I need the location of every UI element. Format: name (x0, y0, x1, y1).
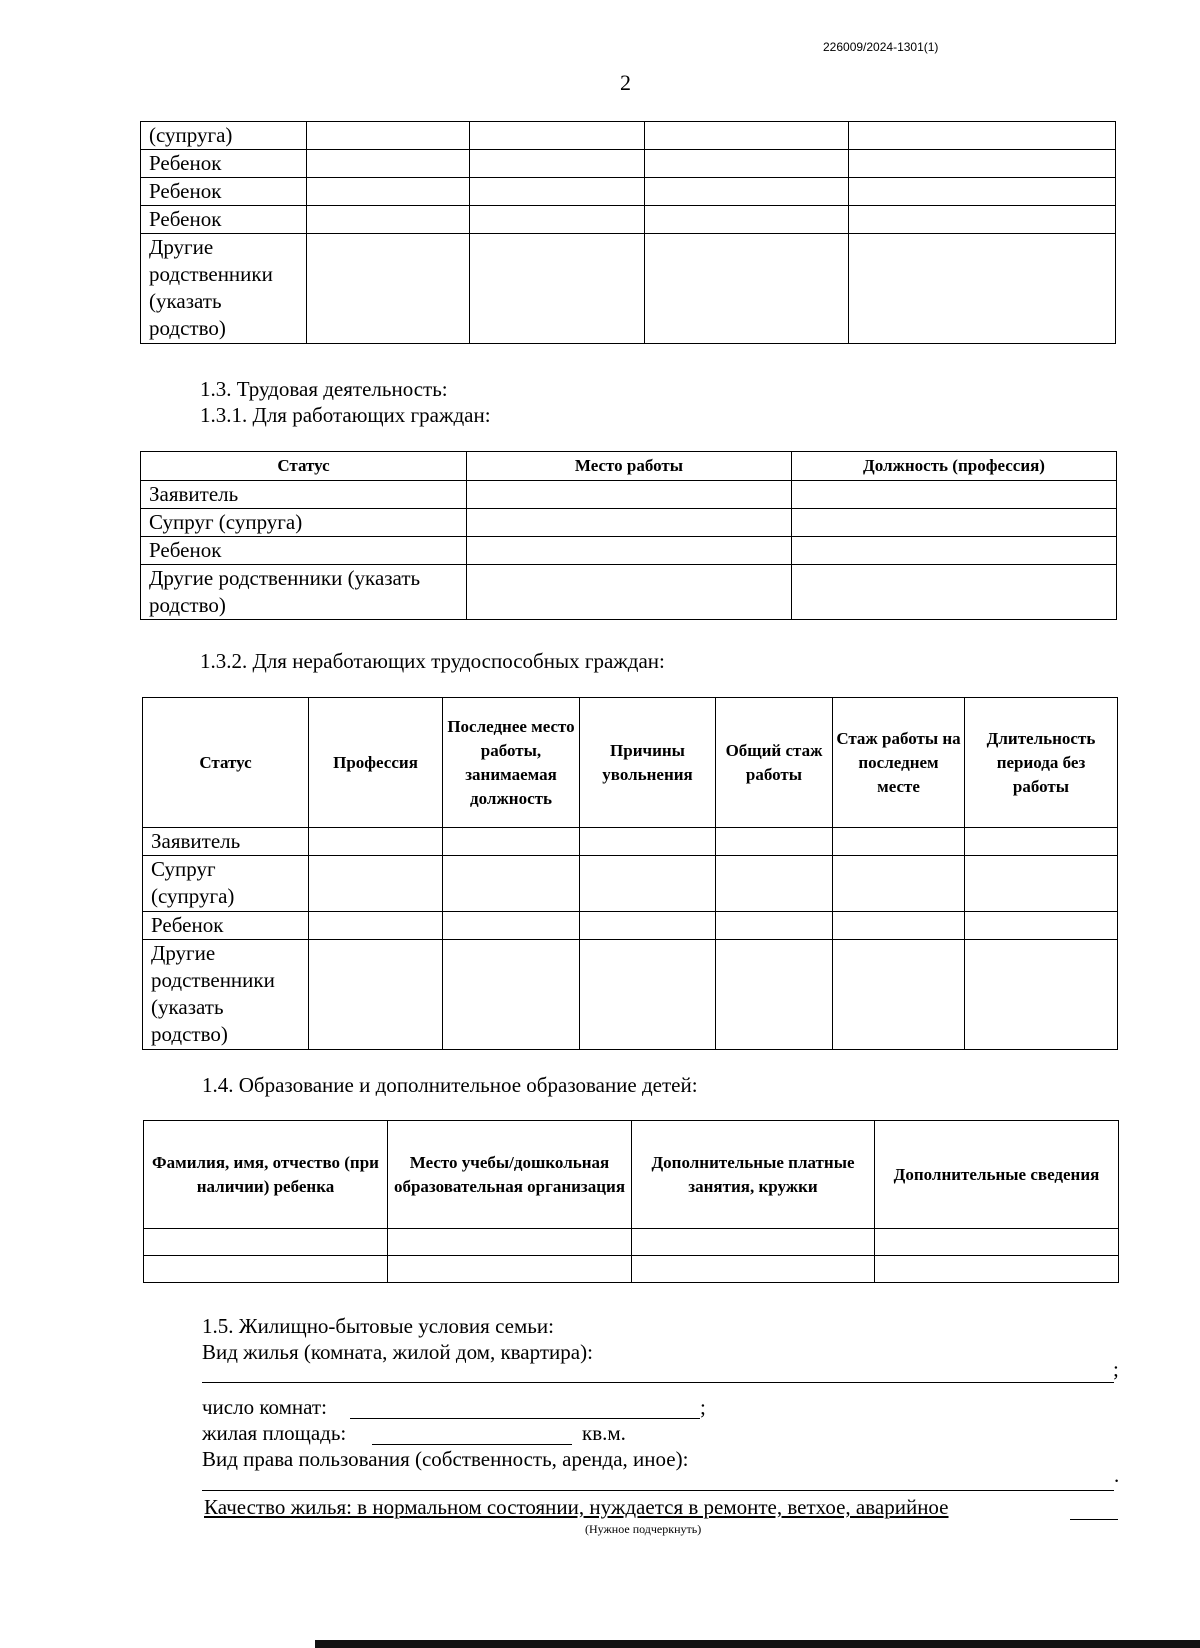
table-row (143, 856, 1118, 912)
column-header-additional-info: Дополнительные сведения (875, 1121, 1119, 1229)
section-1-3-1-heading: 1.3.1. Для работающих граждан: (200, 403, 491, 427)
table-row (141, 481, 1117, 509)
working-citizens-table (140, 451, 1117, 620)
row-label: Другие родственники (указать родство) (141, 565, 467, 620)
cell[interactable] (580, 856, 716, 912)
cell[interactable] (645, 206, 849, 234)
section-1-5-heading: 1.5. Жилищно-бытовые условия семьи: (202, 1314, 554, 1338)
area-field[interactable] (372, 1420, 572, 1445)
cell[interactable] (645, 178, 849, 206)
table-row (143, 940, 1118, 1050)
column-header-paid-activities: Дополнительные платные занятия, кружки (632, 1121, 875, 1229)
housing-quality-note: (Нужное подчеркнуть) (585, 1522, 702, 1536)
cell[interactable] (470, 122, 645, 150)
cell[interactable] (716, 940, 833, 1050)
cell[interactable] (875, 1256, 1119, 1283)
cell[interactable] (467, 565, 792, 620)
row-label: Ребенок (141, 206, 307, 234)
row-label: Ребенок (141, 178, 307, 206)
table-row (141, 150, 1116, 178)
page-number: 2 (620, 70, 631, 95)
cell[interactable] (875, 1229, 1119, 1256)
cell[interactable] (792, 537, 1117, 565)
cell[interactable] (965, 940, 1118, 1050)
housing-quality-tail-line (1070, 1494, 1118, 1520)
column-header-workplace: Место работы (467, 452, 792, 481)
cell[interactable] (833, 856, 965, 912)
cell[interactable] (470, 178, 645, 206)
section-1-4-heading: 1.4. Образование и дополнительное образование детей: (202, 1073, 698, 1097)
cell[interactable] (849, 178, 1116, 206)
usage-right-period: . (1114, 1463, 1120, 1487)
column-header-last-place-experience: Стаж работы на последнем месте (833, 698, 965, 828)
cell[interactable] (388, 1229, 632, 1256)
column-header-dismissal-reasons: Причины увольнения (580, 698, 716, 828)
cell[interactable] (716, 828, 833, 856)
column-header-unemployment-duration: Длительность периода без работы (965, 698, 1118, 828)
row-label: Заявитель (141, 481, 467, 509)
table-row (141, 537, 1117, 565)
cell[interactable] (849, 122, 1116, 150)
document-number: 226009/2024-1301(1) (823, 40, 939, 54)
column-header-study-place: Место учебы/дошкольная образовательная организация (388, 1121, 632, 1229)
cell[interactable] (833, 912, 965, 940)
table-row (141, 178, 1116, 206)
row-label: (супруга) (141, 122, 307, 150)
column-header-last-workplace: Последнее место работы, занимаемая должность (443, 698, 580, 828)
table-header-row (144, 1121, 1119, 1229)
row-label: Супруг (супруга) (143, 856, 309, 912)
cell[interactable] (309, 856, 443, 912)
family-table-continued (140, 121, 1116, 344)
cell[interactable] (443, 912, 580, 940)
row-label: Супруг (супруга) (141, 509, 467, 537)
cell[interactable] (309, 940, 443, 1050)
column-header-profession: Профессия (309, 698, 443, 828)
usage-right-field[interactable] (202, 1464, 1114, 1491)
cell[interactable] (965, 856, 1118, 912)
cell[interactable] (632, 1229, 875, 1256)
rooms-semicolon: ; (700, 1395, 706, 1419)
cell[interactable] (467, 481, 792, 509)
cell[interactable] (443, 856, 580, 912)
cell[interactable] (307, 206, 470, 234)
column-header-child-name: Фамилия, имя, отчество (при наличии) ребенка (144, 1121, 388, 1229)
cell[interactable] (144, 1229, 388, 1256)
housing-quality-options: Качество жилья: в нормальном состоянии, нуждается в ремонте, ветхое, аварийное (204, 1495, 949, 1519)
table-row (141, 206, 1116, 234)
cell[interactable] (965, 828, 1118, 856)
row-label: Другие родственники (указать родство) (141, 234, 307, 344)
rooms-label: число комнат: (202, 1395, 327, 1419)
scan-edge-bar (315, 1640, 1200, 1648)
cell[interactable] (645, 234, 849, 344)
rooms-field[interactable] (350, 1394, 700, 1419)
housing-type-semicolon: ; (1113, 1357, 1119, 1381)
row-label: Ребенок (141, 537, 467, 565)
cell[interactable] (833, 940, 965, 1050)
nonworking-citizens-table (142, 697, 1118, 1050)
usage-right-label: Вид права пользования (собственность, аренда, иное): (202, 1447, 689, 1471)
column-header-total-experience: Общий стаж работы (716, 698, 833, 828)
cell[interactable] (388, 1256, 632, 1283)
column-header-status: Статус (143, 698, 309, 828)
cell[interactable] (443, 940, 580, 1050)
cell[interactable] (792, 481, 1117, 509)
housing-type-field[interactable] (202, 1356, 1114, 1383)
cell[interactable] (849, 150, 1116, 178)
table-row (143, 912, 1118, 940)
table-header-row (141, 452, 1117, 481)
cell[interactable] (716, 856, 833, 912)
cell[interactable] (645, 150, 849, 178)
table-header-row (143, 698, 1118, 828)
cell[interactable] (467, 509, 792, 537)
housing-type-label: Вид жилья (комната, жилой дом, квартира): (202, 1340, 593, 1364)
table-row (143, 828, 1118, 856)
cell[interactable] (443, 828, 580, 856)
column-header-status: Статус (141, 452, 467, 481)
column-header-position: Должность (профессия) (792, 452, 1117, 481)
cell[interactable] (580, 828, 716, 856)
cell[interactable] (470, 206, 645, 234)
cell[interactable] (307, 234, 470, 344)
education-table (143, 1120, 1119, 1283)
row-label: Заявитель (143, 828, 309, 856)
table-row (141, 122, 1116, 150)
area-label: жилая площадь: (202, 1421, 347, 1445)
cell[interactable] (309, 828, 443, 856)
cell[interactable] (645, 122, 849, 150)
table-row (141, 234, 1116, 344)
cell[interactable] (144, 1256, 388, 1283)
cell[interactable] (833, 828, 965, 856)
section-1-3-heading: 1.3. Трудовая деятельность: (200, 377, 448, 401)
area-unit: кв.м. (582, 1421, 626, 1445)
table-row (141, 565, 1117, 620)
cell[interactable] (849, 234, 1116, 344)
cell[interactable] (309, 912, 443, 940)
cell[interactable] (580, 912, 716, 940)
cell[interactable] (580, 940, 716, 1050)
table-row (144, 1229, 1119, 1256)
section-1-3-2-heading: 1.3.2. Для неработающих трудоспособных граждан: (200, 649, 665, 673)
row-label: Ребенок (141, 150, 307, 178)
cell[interactable] (307, 122, 470, 150)
cell[interactable] (470, 150, 645, 178)
row-label: Другие родственники (указать родство) (143, 940, 309, 1050)
cell[interactable] (792, 509, 1117, 537)
cell[interactable] (307, 178, 470, 206)
cell[interactable] (632, 1256, 875, 1283)
cell[interactable] (467, 537, 792, 565)
table-row (144, 1256, 1119, 1283)
table-row (141, 509, 1117, 537)
row-label: Ребенок (143, 912, 309, 940)
cell[interactable] (307, 150, 470, 178)
cell[interactable] (470, 234, 645, 344)
cell[interactable] (849, 206, 1116, 234)
cell[interactable] (716, 912, 833, 940)
cell[interactable] (792, 565, 1117, 620)
cell[interactable] (965, 912, 1118, 940)
